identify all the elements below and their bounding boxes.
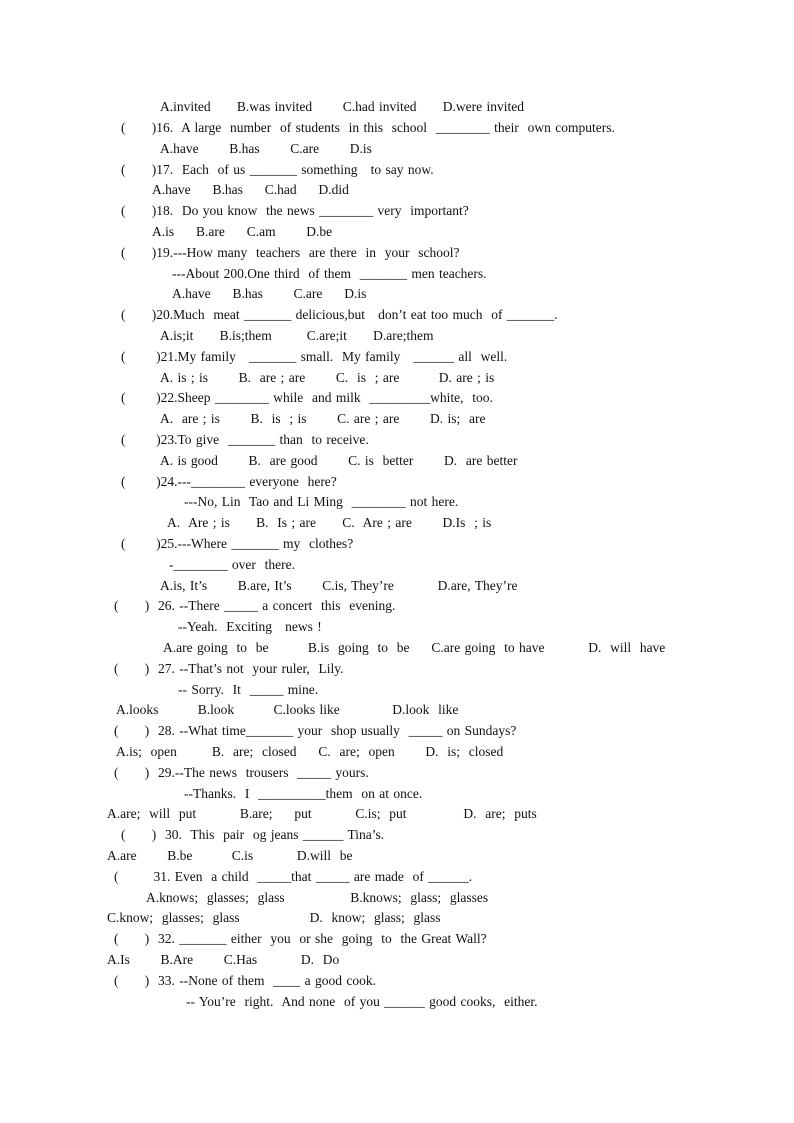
q15-options: A.invited B.was invited C.had invited D.were invited: [160, 99, 524, 114]
q21-options: A. is ; is B. are ; are C. is ; are D. are ; is: [160, 370, 495, 385]
q27-answer-line: -- Sorry. It _____ mine.: [178, 682, 319, 697]
q25-options: A.is, It’s B.are, It’s C.is, They’re D.are, They’re: [160, 578, 518, 593]
q31-options-cd: C.know; glasses; glass D. know; glass; glass: [107, 910, 441, 925]
q21-question: ( )21.My family _______ small. My family ______ all well.: [121, 349, 508, 364]
q18-options: A.is B.are C.am D.be: [152, 224, 333, 239]
q33-answer-line: -- You’re right. And none of you ______ good cooks, either.: [186, 994, 538, 1009]
q31-options-ab: A.knows; glasses; glass B.knows; glass; glasses: [146, 890, 489, 905]
q26-options: A.are going to be B.is going to be C.are going to have D. will have: [163, 640, 666, 655]
q29-options: A.are; will put B.are; put C.is; put D. are; puts: [107, 806, 537, 821]
q31-question: ( 31. Even a child _____that _____ are made of ______.: [114, 869, 473, 884]
q24-answer-line: ---No, Lin Tao and Li Ming ________ not here.: [184, 494, 459, 509]
q20-question: ( )20.Much meat _______ delicious,but don’t eat too much of _______.: [121, 307, 558, 322]
q30-options: A.are B.be C.is D.will be: [107, 848, 353, 863]
q16-options: A.have B.has C.are D.is: [160, 141, 372, 156]
q29-question: ( ) 29.--The news trousers _____ yours.: [114, 765, 369, 780]
q19-question: ( )19.---How many teachers are there in your school?: [121, 245, 460, 260]
q23-options: A. is good B. are good C. is better D. are better: [160, 453, 518, 468]
q20-options: A.is;it B.is;them C.are;it D.are;them: [160, 328, 434, 343]
q30-question: ( ) 30. This pair og jeans ______ Tina’s.: [121, 827, 385, 842]
q22-options: A. are ; is B. is ; is C. are ; are D. is; are: [160, 411, 486, 426]
q26-question: ( ) 26. --There _____ a concert this evening.: [114, 598, 396, 613]
q26-answer-line: --Yeah. Exciting news !: [178, 619, 322, 634]
q28-question: ( ) 28. --What time_______ your shop usually _____ on Sundays?: [114, 723, 517, 738]
q32-question: ( ) 32. _______ either you or she going to the Great Wall?: [114, 931, 487, 946]
q22-question: ( )22.Sheep ________ while and milk _________white, too.: [121, 390, 493, 405]
q32-options: A.Is B.Are C.Has D. Do: [107, 952, 340, 967]
q19-answer-line: ---About 200.One third of them _______ men teachers.: [172, 266, 487, 281]
q27-question: ( ) 27. --That’s not your ruler, Lily.: [114, 661, 344, 676]
q19-options: A.have B.has C.are D.is: [172, 286, 367, 301]
q25-answer-line: -________ over there.: [169, 557, 295, 572]
q17-question: ( )17. Each of us _______ something to say now.: [121, 162, 434, 177]
q29-answer-line: --Thanks. I __________them on at once.: [184, 786, 423, 801]
q18-question: ( )18. Do you know the news ________ very important?: [121, 203, 469, 218]
q33-question: ( ) 33. --None of them ____ a good cook.: [114, 973, 376, 988]
q27-options: A.looks B.look C.looks like D.look like: [116, 702, 459, 717]
q23-question: ( )23.To give _______ than to receive.: [121, 432, 369, 447]
q25-question: ( )25.---Where _______ my clothes?: [121, 536, 354, 551]
q28-options: A.is; open B. are; closed C. are; open D. is; closed: [116, 744, 504, 759]
q17-options: A.have B.has C.had D.did: [152, 182, 349, 197]
q16-question: ( )16. A large number of students in this school ________ their own computers.: [121, 120, 615, 135]
q24-options: A. Are ; is B. Is ; are C. Are ; are D.Is ; is: [167, 515, 492, 530]
q24-question: ( )24.---________ everyone here?: [121, 474, 337, 489]
